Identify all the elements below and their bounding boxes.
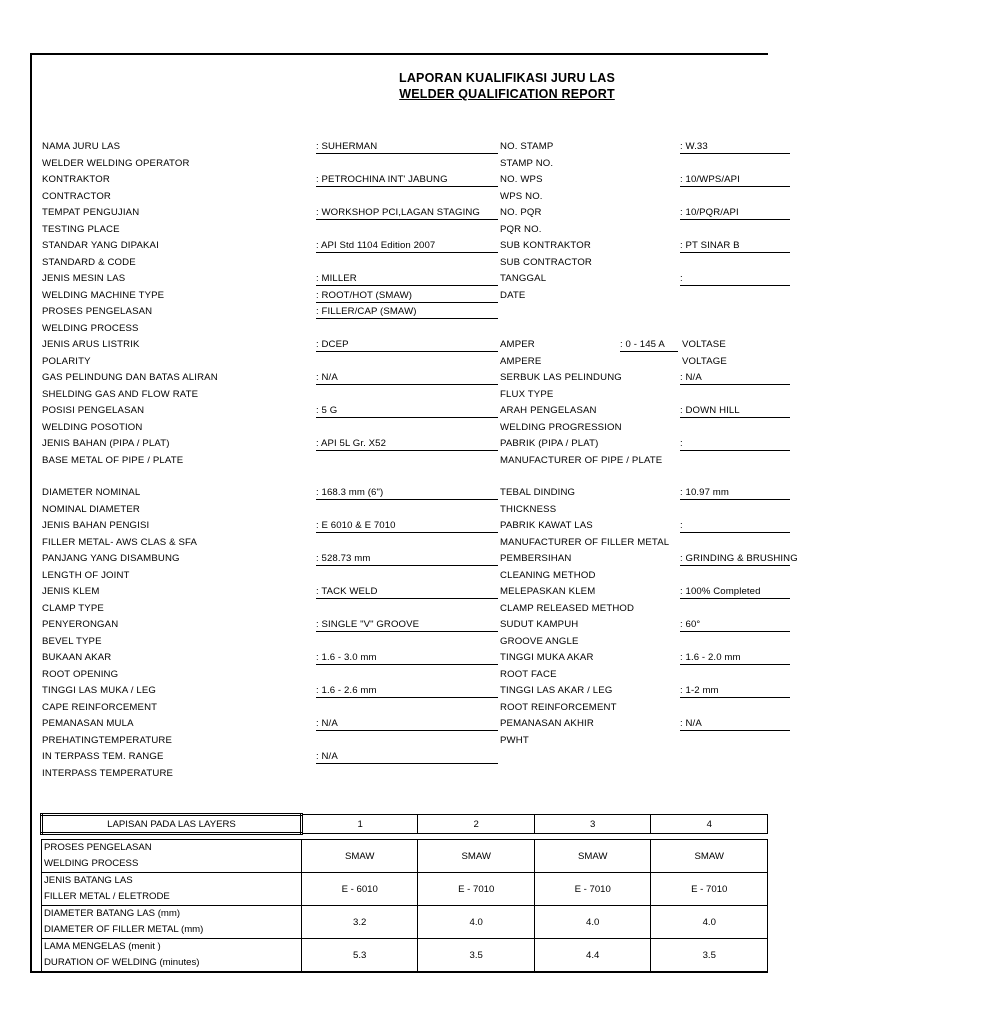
field-value: : 1.6 - 2.6 mm <box>316 685 498 698</box>
field-label-en: VOLTAGE <box>682 355 727 367</box>
row-label-id: PROSES PENGELASAN <box>44 842 152 853</box>
field-label-id: SUDUT KAMPUH <box>500 619 579 630</box>
field-label-id: JENIS MESIN LAS <box>42 273 126 284</box>
layer-cell: SMAW <box>534 840 651 873</box>
field-label-id: KONTRAKTOR <box>42 174 110 185</box>
field-label-id: PENYERONGAN <box>42 619 119 630</box>
layer-column-3: 3 <box>534 815 651 834</box>
field-label-en: DATE <box>500 289 526 301</box>
row-label <box>42 906 302 939</box>
field-label-id: PABRIK KAWAT LAS <box>500 520 593 531</box>
layer-cell: 4.0 <box>651 906 768 939</box>
layer-cell: SMAW <box>301 840 418 873</box>
field-value: : 60° <box>680 619 790 632</box>
layer-cell: 3.2 <box>301 906 418 939</box>
field-label-id: TINGGI MUKA AKAR <box>500 652 594 663</box>
field-label-id: PEMANASAN MULA <box>42 718 134 729</box>
field-label-en: CLEANING METHOD <box>500 569 596 581</box>
field-value: : ROOT/HOT (SMAW) <box>316 290 498 303</box>
field-label-en: STANDARD & CODE <box>42 256 136 268</box>
layer-cell: 5.3 <box>301 939 418 972</box>
field-label-id: TINGGI LAS AKAR / LEG <box>500 685 613 696</box>
field-label-en: TESTING PLACE <box>42 223 120 235</box>
field-label-id: STANDAR YANG DIPAKAI <box>42 240 159 251</box>
field-label-en: SUB CONTRACTOR <box>500 256 593 268</box>
field-value: : GRINDING & BRUSHING <box>680 553 798 564</box>
field-value: : TACK WELD <box>316 586 498 599</box>
field-value: : N/A <box>316 751 498 764</box>
field-label-en: THICKNESS <box>500 503 557 515</box>
layer-cell: 3.5 <box>418 939 535 972</box>
layer-cell: E - 7010 <box>651 873 768 906</box>
field-label-en: INTERPASS TEMPERATURE <box>42 767 174 779</box>
field-label-en: PREHATINGTEMPERATURE <box>42 734 173 746</box>
field-label-en: STAMP NO. <box>500 157 554 169</box>
field-value: : SINGLE "V" GROOVE <box>316 619 498 632</box>
field-label-en: FLUX TYPE <box>500 388 554 400</box>
field-label-en: NOMINAL DIAMETER <box>42 503 140 515</box>
layer-cell: 4.0 <box>534 906 651 939</box>
field-value: : W.33 <box>680 141 790 154</box>
field-label-en: LENGTH OF JOINT <box>42 569 130 581</box>
field-label-id: AMPER <box>500 339 535 350</box>
field-value: : 1.6 - 2.0 mm <box>680 652 790 665</box>
layer-cell: 4.4 <box>534 939 651 972</box>
field-label-id: DIAMETER NOMINAL <box>42 487 141 498</box>
field-label-en: WELDING POSOTION <box>42 421 143 433</box>
row-label-en: WELDING PROCESS <box>44 858 139 869</box>
layer-cell: 3.5 <box>651 939 768 972</box>
field-label-id: PABRIK (PIPA / PLAT) <box>500 438 599 449</box>
layer-cell: 4.0 <box>418 906 535 939</box>
row-label-id: JENIS BATANG LAS <box>44 875 133 886</box>
field-value: : PT SINAR B <box>680 240 790 253</box>
field-label-en: POLARITY <box>42 355 91 367</box>
field-label-en: FILLER METAL- AWS CLAS & SFA <box>42 536 198 548</box>
layers-row-process <box>42 840 768 873</box>
field-label-id: JENIS BAHAN (PIPA / PLAT) <box>42 438 170 449</box>
report-sheet <box>30 53 798 973</box>
field-label-id: POSISI PENGELASAN <box>42 405 145 416</box>
field-value: : FILLER/CAP (SMAW) <box>316 306 498 319</box>
field-value: : DCEP <box>316 339 498 352</box>
field-label-en: AMPERE <box>500 355 542 367</box>
row-label <box>42 873 302 906</box>
field-label-en: ROOT OPENING <box>42 668 119 680</box>
layers-row-electrode <box>42 873 768 906</box>
field-label-en: PQR NO. <box>500 223 542 235</box>
row-label-id: DIAMETER BATANG LAS (mm) <box>44 908 181 919</box>
field-label-id: NO. STAMP <box>500 141 554 152</box>
field-value: : 168.3 mm (6") <box>316 487 498 500</box>
row-label-en: FILLER METAL / ELETRODE <box>44 891 170 902</box>
field-label-id: TANGGAL <box>500 273 547 284</box>
field-value: : N/A <box>316 372 498 385</box>
layer-column-4: 4 <box>651 815 768 834</box>
field-value: : SUHERMAN <box>316 141 498 154</box>
field-value: : N/A <box>680 372 790 385</box>
field-value: : 1-2 mm <box>680 685 790 698</box>
field-value: : 1.6 - 3.0 mm <box>316 652 498 665</box>
layer-cell: E - 6010 <box>301 873 418 906</box>
layer-cell: SMAW <box>418 840 535 873</box>
field-label-id: JENIS ARUS LISTRIK <box>42 339 140 350</box>
row-label <box>42 939 302 972</box>
field-value: : 10/PQR/API <box>680 207 790 220</box>
report-title-en: WELDER QUALIFICATION REPORT <box>399 87 615 101</box>
field-label-id: PANJANG YANG DISAMBUNG <box>42 553 180 564</box>
field-value: : N/A <box>316 718 498 731</box>
field-label-en: BASE METAL OF PIPE / PLATE <box>42 454 184 466</box>
field-label-id: GAS PELINDUNG DAN BATAS ALIRAN <box>42 372 218 383</box>
layer-column-1: 1 <box>301 815 418 834</box>
field-label-id: NO. WPS <box>500 174 543 185</box>
field-label-en: GROOVE ANGLE <box>500 635 579 647</box>
field-value: : E 6010 & E 7010 <box>316 520 498 533</box>
field-label-id: JENIS KLEM <box>42 586 100 597</box>
row-label-id: LAMA MENGELAS (menit ) <box>44 941 161 952</box>
report-title-id: LAPORAN KUALIFIKASI JURU LAS <box>398 71 616 85</box>
field-value: : 10/WPS/API <box>680 174 790 187</box>
field-label-en: SHELDING GAS AND FLOW RATE <box>42 388 199 400</box>
layer-cell: E - 7010 <box>534 873 651 906</box>
field-value: : DOWN HILL <box>680 405 790 418</box>
field-value: : <box>680 273 790 286</box>
field-label-id: PEMANASAN AKHIR <box>500 718 594 729</box>
field-label-en: MANUFACTURER OF PIPE / PLATE <box>500 454 663 466</box>
field-label-en: CAPE REINFORCEMENT <box>42 701 158 713</box>
field-label-id: TEBAL DINDING <box>500 487 576 498</box>
field-value: : API 5L Gr. X52 <box>316 438 498 451</box>
field-label-id: PEMBERSIHAN <box>500 553 572 564</box>
row-label <box>42 840 302 873</box>
field-label-id: SUB KONTRAKTOR <box>500 240 591 251</box>
field-value: : 10.97 mm <box>680 487 790 500</box>
field-value: : <box>680 438 790 451</box>
field-value: : MILLER <box>316 273 498 286</box>
field-label-en: CLAMP RELEASED METHOD <box>500 602 635 614</box>
field-label-id: PROSES PENGELASAN <box>42 306 153 317</box>
field-label-en: BEVEL TYPE <box>42 635 102 647</box>
field-label-en: MANUFACTURER OF FILLER METAL <box>500 536 670 548</box>
field-label-id: JENIS BAHAN PENGISI <box>42 520 150 531</box>
field-value: : 528.73 mm <box>316 553 498 566</box>
field-value: : 100% Completed <box>680 586 790 599</box>
field-label-en: WELDING PROGRESSION <box>500 421 622 433</box>
field-value: : <box>680 520 790 533</box>
row-label-en: DURATION OF WELDING (minutes) <box>44 957 200 968</box>
field-label-id: BUKAAN AKAR <box>42 652 112 663</box>
field-label-en: CLAMP TYPE <box>42 602 104 614</box>
field-label-id: MELEPASKAN KLEM <box>500 586 596 597</box>
field-label-en: WELDER WELDING OPERATOR <box>42 157 190 169</box>
field-label-id: TINGGI LAS MUKA / LEG <box>42 685 157 696</box>
field-label-id: TEMPAT PENGUJIAN <box>42 207 140 218</box>
field-label-en: ROOT REINFORCEMENT <box>500 701 617 713</box>
field-label-id: SERBUK LAS PELINDUNG <box>500 372 622 383</box>
field-label-id: VOLTASE <box>682 339 726 350</box>
layer-cell: E - 7010 <box>418 873 535 906</box>
field-value: : 5 G <box>316 405 498 418</box>
field-label-en: WELDING PROCESS <box>42 322 139 334</box>
layer-cell: SMAW <box>651 840 768 873</box>
field-label-en: ROOT FACE <box>500 668 557 680</box>
field-label-en: WELDING MACHINE TYPE <box>42 289 165 301</box>
field-value: : PETROCHINA INT' JABUNG <box>316 174 498 187</box>
layer-column-2: 2 <box>418 815 535 834</box>
layers-header-row <box>42 815 768 834</box>
field-label-en: CONTRACTOR <box>42 190 112 202</box>
field-label-id: NAMA JURU LAS <box>42 141 121 152</box>
layers-table <box>40 813 768 972</box>
layers-row-diameter <box>42 906 768 939</box>
field-label-id: ARAH PENGELASAN <box>500 405 597 416</box>
field-value: : WORKSHOP PCI,LAGAN STAGING <box>316 207 498 220</box>
field-value: : N/A <box>680 718 790 731</box>
layers-header-label: LAPISAN PADA LAS LAYERS <box>42 815 302 834</box>
field-label-en: PWHT <box>500 734 529 746</box>
field-label-id: NO. PQR <box>500 207 542 218</box>
field-value: : API Std 1104 Edition 2007 <box>316 240 498 253</box>
field-label-en: WPS NO. <box>500 190 543 202</box>
layers-row-duration <box>42 939 768 972</box>
field-label-id: IN TERPASS TEM. RANGE <box>42 751 164 762</box>
row-label-en: DIAMETER OF FILLER METAL (mm) <box>44 924 204 935</box>
field-value: : 0 - 145 A <box>620 339 678 352</box>
